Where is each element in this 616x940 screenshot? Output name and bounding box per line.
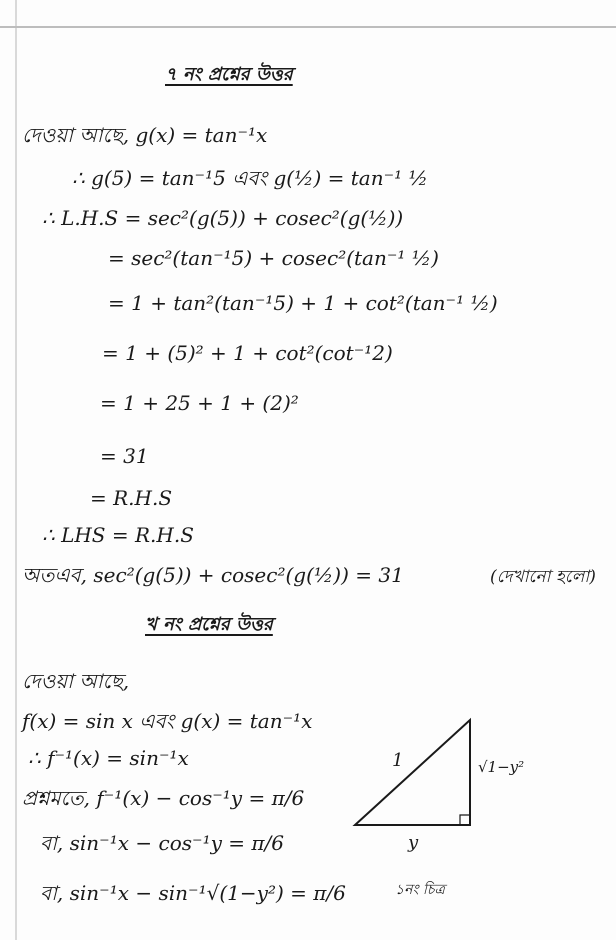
- vertical-side-label: √1−y²: [478, 758, 525, 776]
- section-heading-2: খ নং প্রশ্নের উত্তর: [145, 614, 273, 635]
- solution-line: ∴ LHS = R.H.S: [42, 523, 194, 547]
- hypotenuse-label: 1: [392, 750, 404, 771]
- solution-line: দেওয়া আছে,: [22, 669, 130, 693]
- section-heading-1: ৭ নং প্রশ্নের উত্তর: [165, 64, 293, 85]
- solution-line: = 31: [100, 444, 149, 468]
- solution-line: = 1 + tan²(tan⁻¹5) + 1 + cot²(tan⁻¹ ½): [108, 291, 498, 315]
- solution-line: = 1 + (5)² + 1 + cot²(cot⁻¹2): [102, 341, 393, 365]
- triangle-shape: [355, 720, 470, 825]
- solution-line: = 1 + 25 + 1 + (2)²: [100, 391, 299, 415]
- right-angle-marker: [460, 815, 470, 825]
- solution-line: প্রশ্নমতে, f⁻¹(x) − cos⁻¹y = π/6: [22, 786, 305, 810]
- solution-line: = R.H.S: [90, 486, 173, 510]
- base-label: y: [408, 832, 419, 853]
- solution-line: দেওয়া আছে, g(x) = tan⁻¹x: [22, 123, 268, 147]
- solution-line: = sec²(tan⁻¹5) + cosec²(tan⁻¹ ½): [108, 246, 439, 270]
- solution-line: f(x) = sin x এবং g(x) = tan⁻¹x: [22, 709, 313, 733]
- margin-line: [15, 0, 17, 940]
- figure-note: ১নং চিত্র: [395, 882, 445, 898]
- conclusion-line: অতএব, sec²(g(5)) + cosec²(g(½)) = 31: [22, 563, 404, 587]
- solution-line: ∴ L.H.S = sec²(g(5)) + cosec²(g(½)): [42, 206, 404, 230]
- solution-line: বা, sin⁻¹x − cos⁻¹y = π/6: [40, 831, 284, 855]
- shown-note: (দেখানো হলো): [490, 567, 596, 587]
- solution-line: বা, sin⁻¹x − sin⁻¹√(1−y²) = π/6: [40, 881, 346, 905]
- solution-line: ∴ g(5) = tan⁻¹5 এবং g(½) = tan⁻¹ ½: [72, 166, 428, 190]
- top-rule: [0, 26, 616, 28]
- solution-line: ∴ f⁻¹(x) = sin⁻¹x: [28, 746, 189, 770]
